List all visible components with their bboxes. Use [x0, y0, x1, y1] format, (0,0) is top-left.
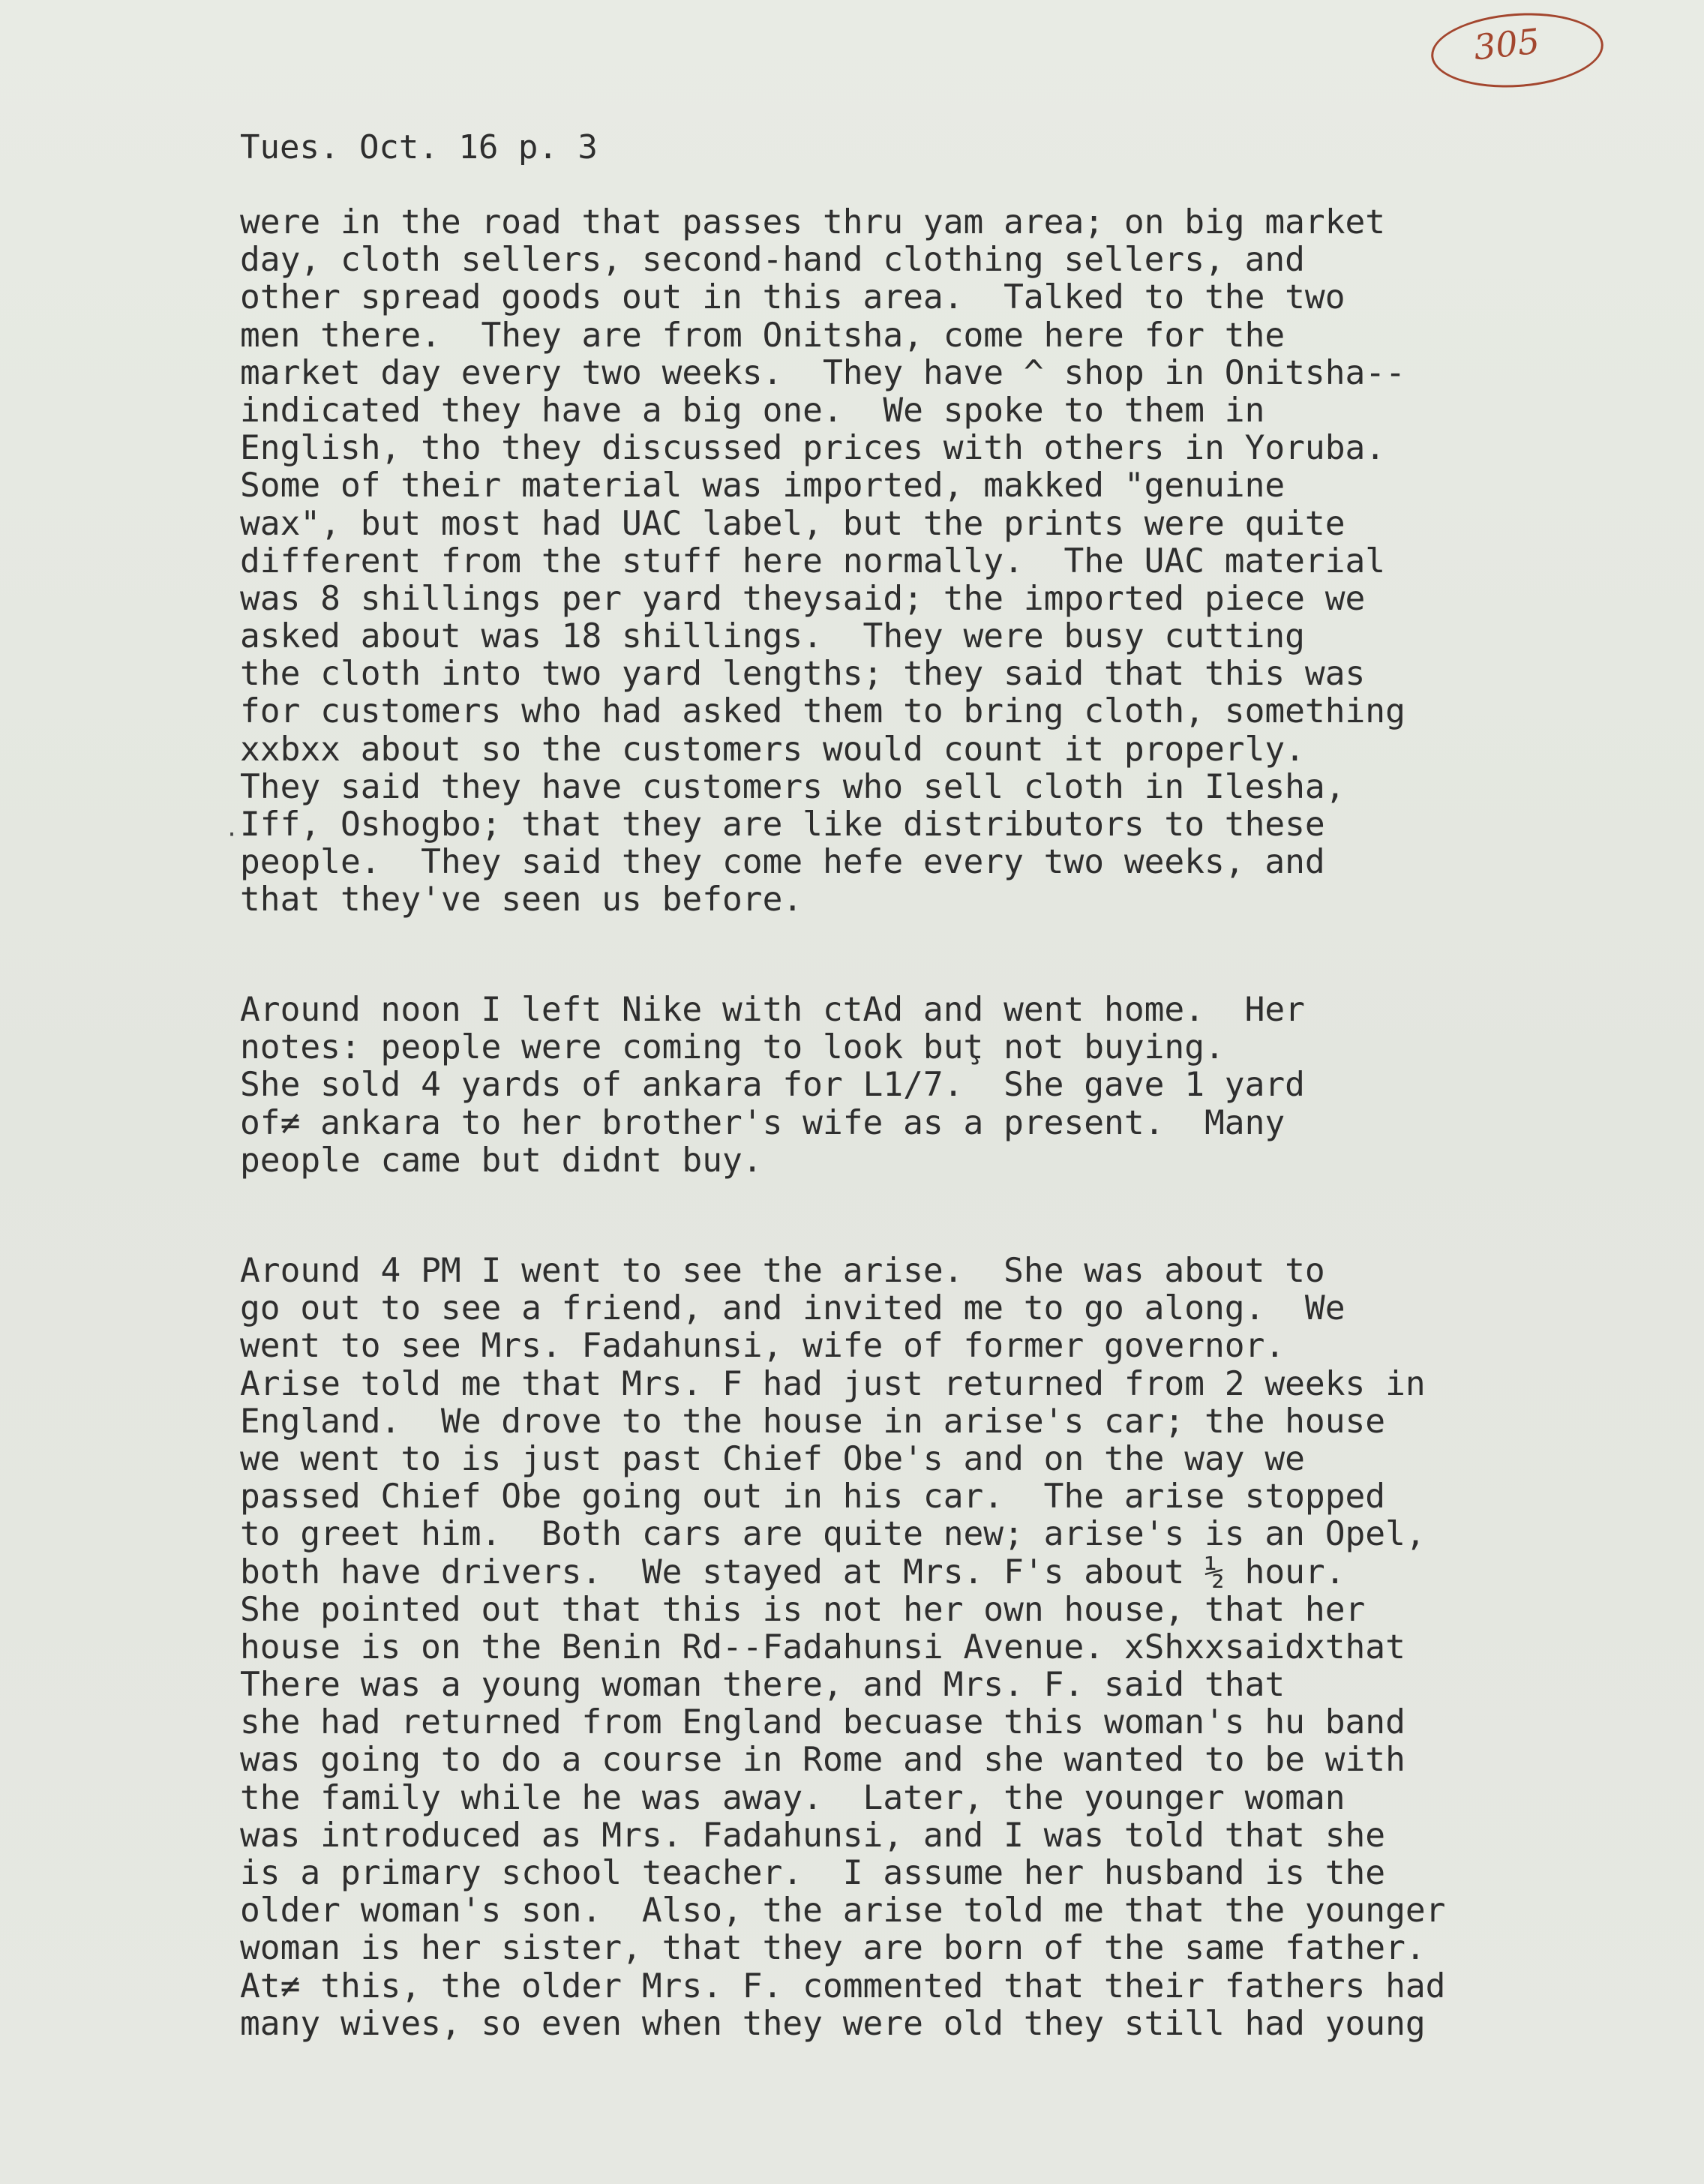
paragraph-market-cloth-sellers	[240, 204, 1406, 920]
text-line: was going to do a course in Rome and she wanted to be with	[240, 1741, 1406, 1780]
text-line: is a primary school teacher. I assume her husband is the	[240, 1854, 1386, 1892]
text-line: indicated they have a big one. We spoke to them in	[240, 391, 1265, 430]
text-line: for customers who had asked them to bring cloth, something	[240, 692, 1406, 731]
text-line: market day every two weeks. They have ^ shop in Onitsha--	[240, 353, 1406, 392]
text-line: Around 4 PM I went to see the arise. She was about to	[240, 1252, 1325, 1290]
text-line: people. They said they come hefe every two weeks, and	[240, 843, 1325, 882]
text-line: different from the stuff here normally. The UAC material	[240, 542, 1386, 580]
text-line: day, cloth sellers, second-hand clothing sellers, and	[240, 241, 1305, 280]
text-line: people came but didnt buy.	[240, 1141, 763, 1180]
text-line: was introduced as Mrs. Fadahunsi, and I was told that she	[240, 1816, 1386, 1855]
text-line: She sold 4 yards of ankara for L1/7. She gave 1 yard	[240, 1066, 1305, 1105]
text-line: asked about was 18 shillings. They were busy cutting	[240, 617, 1305, 656]
text-line: notes: people were coming to look buţ not buying.	[240, 1028, 1225, 1067]
text-line: Around noon I left Nike with ctAd and went home. Her	[240, 991, 1305, 1029]
text-line: wax", but most had UAC label, but the prints were quite	[240, 504, 1346, 543]
text-line: older woman's son. Also, the arise told me that the younger	[240, 1892, 1446, 1930]
text-line: that they've seen us before.	[240, 880, 803, 920]
text-line: many wives, so even when they were old they still had young	[240, 2004, 1426, 2043]
text-line: English, tho they discussed prices with others in Yoruba.	[240, 429, 1386, 468]
text-line: went to see Mrs. Fadahunsi, wife of former governor.	[240, 1327, 1286, 1366]
text-line: Iff, Oshogbo; that they are like distributors to these	[240, 806, 1325, 844]
handwritten-page-number: 305	[1472, 20, 1542, 68]
text-line: passed Chief Obe going out in his car. The arise stopped	[240, 1478, 1386, 1516]
text-line: At≠ this, the older Mrs. F. commented that their fathers had	[240, 1966, 1446, 2006]
paragraph-visit-mrs-fadahunsi	[240, 1252, 1445, 2043]
text-line: house is on the Benin Rd--Fadahunsi Avenue. xShxxsaidxthat	[240, 1628, 1406, 1666]
text-line: go out to see a friend, and invited me to go along. We	[240, 1289, 1346, 1328]
text-line: men there. They are from Onitsha, come here for the	[240, 316, 1286, 355]
text-line: England. We drove to the house in arise's car; the house	[240, 1402, 1386, 1441]
text-line: we went to is just past Chief Obe's and on the way we	[240, 1439, 1305, 1478]
text-line: the family while he was away. Later, the younger woman	[240, 1778, 1346, 1817]
text-line: There was a young woman there, and Mrs. F. said that	[240, 1666, 1286, 1705]
text-line: woman is her sister, that they are born of the same father.	[240, 1929, 1426, 1968]
text-line: were in the road that passes thru yam area; on big market	[240, 203, 1386, 242]
text-line: Some of their material was imported, makked "genuine	[240, 466, 1286, 506]
text-line: They said they have customers who sell cloth in Ilesha,	[240, 767, 1346, 806]
text-line: She pointed out that this is not her own house, that her	[240, 1590, 1366, 1629]
text-line: xxbxx about so the customers would count it properly.	[240, 730, 1305, 769]
text-line: of≠ ankara to her brother's wife as a present. Many	[240, 1103, 1286, 1142]
text-line: she had returned from England becuase this woman's hu band	[240, 1703, 1406, 1742]
paragraph-nike-notes	[240, 992, 1305, 1180]
text-line: to greet him. Both cars are quite new; arise's is an Opel,	[240, 1515, 1426, 1554]
text-line: both have drivers. We stayed at Mrs. F's about ½ hour.	[240, 1552, 1346, 1592]
text-line: was 8 shillings per yard theysaid; the imported piece we	[240, 579, 1366, 618]
text-line: Arise told me that Mrs. F had just returned from 2 weeks in	[240, 1364, 1426, 1403]
text-line: the cloth into two yard lengths; they said that this was	[240, 655, 1366, 694]
page-header: Tues. Oct. 16 p. 3	[240, 128, 598, 166]
margin-mark: ·	[225, 822, 239, 848]
text-line: other spread goods out in this area. Talked to the two	[240, 278, 1346, 317]
